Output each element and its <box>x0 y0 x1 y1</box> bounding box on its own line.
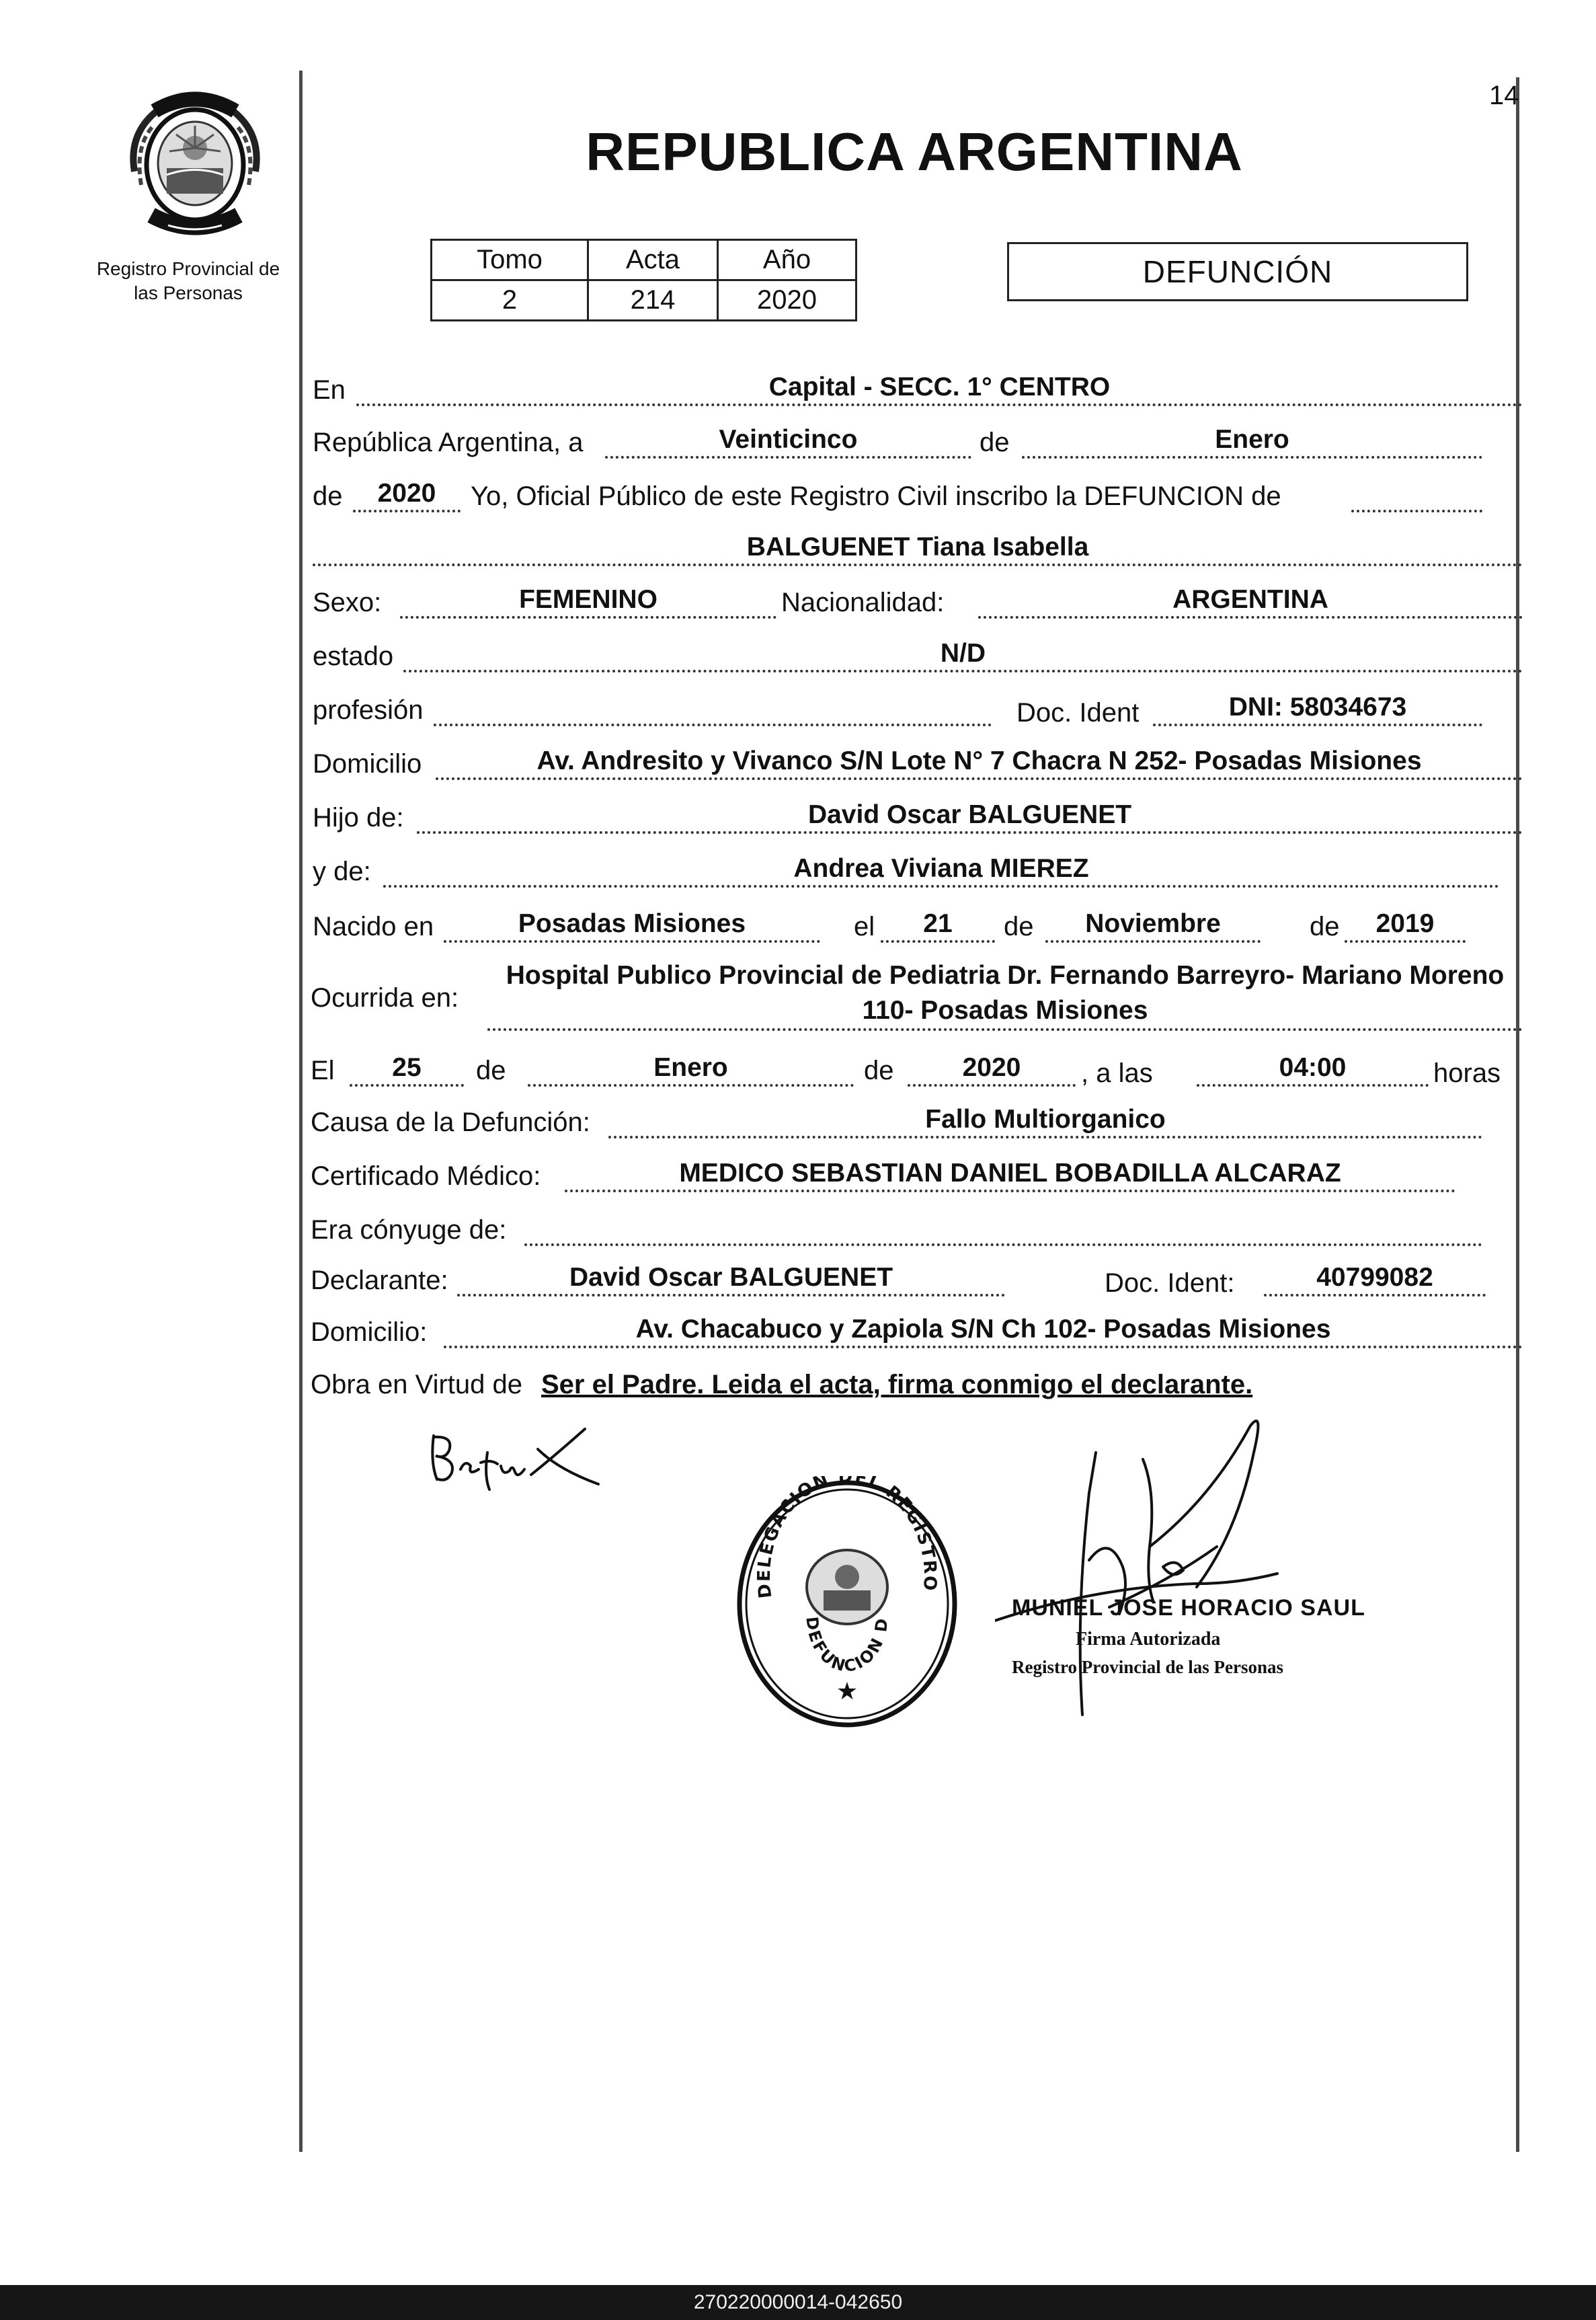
de-label-1: de <box>980 428 1010 457</box>
tomo-header: Tomo <box>432 240 588 280</box>
provincial-seal-icon <box>114 84 276 239</box>
father-field: David Oscar BALGUENET <box>417 799 1523 834</box>
record-type-box: DEFUNCIÓN <box>1007 242 1468 301</box>
doc-field: DNI: 58034673 <box>1153 691 1482 726</box>
de-label-6: de <box>864 1056 894 1085</box>
deceased-name-field: BALGUENET Tiana Isabella <box>313 531 1523 566</box>
year-field: 2020 <box>353 477 461 512</box>
registry-label-line2: las Personas <box>134 282 243 303</box>
anio-value: 2020 <box>718 280 856 321</box>
star-icon: ★ <box>836 1678 859 1705</box>
causa-field: Fallo Multiorganico <box>608 1104 1482 1138</box>
decl-dom-label: Domicilio: <box>311 1317 428 1347</box>
place-field: Capital - SECC. 1° CENTRO <box>356 371 1523 406</box>
stamp-inner-text: DEFUNCION D <box>802 1615 892 1676</box>
tomo-value: 2 <box>432 280 588 321</box>
nacionalidad-field: ARGENTINA <box>978 584 1523 619</box>
sexo-field: FEMENINO <box>400 584 776 619</box>
inscribe-fill <box>1351 477 1482 512</box>
official-signature <box>995 1412 1345 1752</box>
page-number: 14 <box>1489 81 1519 110</box>
birth-month-field: Noviembre <box>1045 908 1261 943</box>
acta-header: Acta <box>588 240 718 280</box>
cert-label: Certificado Médico: <box>311 1161 541 1191</box>
obra-value: Ser el Padre. Leida el acta, firma conmigo el declarante. <box>541 1370 1253 1399</box>
sexo-label: Sexo: <box>313 588 382 617</box>
de-label-3: de <box>1004 912 1034 941</box>
left-margin-line <box>299 71 303 2152</box>
conyuge-label: Era cónyuge de: <box>311 1215 507 1245</box>
volume-table <box>430 239 857 321</box>
page-title: REPUBLICA ARGENTINA <box>586 122 1243 182</box>
de-label-5: de <box>476 1056 506 1085</box>
registry-stamp <box>733 1476 961 1735</box>
death-place-field: Hospital Publico Provincial de Pediatria Dr. Fernando Barreyro- Mariano Moreno 110- Posadas Misiones <box>487 958 1523 1031</box>
decl-dom-field: Av. Chacabuco y Zapiola S/N Ch 102- Posadas Misiones <box>444 1313 1523 1348</box>
estado-label: estado <box>313 642 394 671</box>
horas-label: horas <box>1433 1058 1501 1088</box>
anio-header: Año <box>718 240 856 280</box>
registry-label <box>67 257 309 305</box>
de-label-2: de <box>313 481 343 511</box>
birth-year-field: 2019 <box>1345 908 1466 943</box>
declarante-label: Declarante: <box>311 1266 448 1295</box>
hijo-label: Hijo de: <box>313 803 404 833</box>
acta-value: 214 <box>588 280 718 321</box>
profesion-label: profesión <box>313 695 424 725</box>
el-label: el <box>854 912 875 941</box>
official-role: Firma Autorizada <box>1076 1629 1221 1650</box>
month-field: Enero <box>1022 424 1482 459</box>
declarante-field: David Oscar BALGUENET <box>457 1262 1005 1297</box>
birth-day-field: 21 <box>881 908 995 943</box>
registry-label-line1: Registro Provincial de <box>96 258 280 279</box>
yde-label: y de: <box>313 857 371 886</box>
document-code: 270220000014-042650 <box>0 2285 1596 2320</box>
death-time-field: 04:00 <box>1197 1052 1429 1087</box>
decl-doc-field: 40799082 <box>1264 1262 1486 1297</box>
profesion-field <box>434 691 992 726</box>
mother-field: Andrea Viviana MIEREZ <box>383 853 1499 888</box>
domicilio-label: Domicilio <box>313 749 422 779</box>
ocurrida-label: Ocurrida en: <box>311 983 459 1013</box>
official-office: Registro Provincial de las Personas <box>1012 1657 1283 1677</box>
estado-field: N/D <box>403 637 1523 672</box>
declarant-signature <box>424 1422 612 1500</box>
doc-label: Doc. Ident <box>1016 698 1140 728</box>
death-day-field: 25 <box>350 1052 464 1087</box>
en-label: En <box>313 375 346 405</box>
inscribe-text: Yo, Oficial Público de este Registro Civil inscribo la DEFUNCION de <box>471 481 1281 511</box>
day-words-field: Veinticinco <box>605 424 971 459</box>
stamp-outer-text: DELEGACION DEL REGISTRO <box>754 1476 941 1600</box>
nacionalidad-label: Nacionalidad: <box>781 588 945 617</box>
nacido-label: Nacido en <box>313 912 434 941</box>
de-label-4: de <box>1310 912 1340 941</box>
cert-field: MEDICO SEBASTIAN DANIEL BOBADILLA ALCARAZ <box>565 1157 1455 1192</box>
death-year-field: 2020 <box>908 1052 1076 1087</box>
causa-label: Causa de la Defunción: <box>311 1108 590 1137</box>
domicilio-field: Av. Andresito y Vivanco S/N Lote N° 7 Chacra N 252- Posadas Misiones <box>436 745 1523 780</box>
death-month-field: Enero <box>528 1052 854 1087</box>
alas-label: , a las <box>1081 1058 1153 1088</box>
el-cap-label: El <box>311 1056 335 1085</box>
republica-label: República Argentina, a <box>313 428 584 457</box>
birth-place-field: Posadas Misiones <box>444 908 820 943</box>
conyuge-field <box>524 1211 1482 1246</box>
obra-label: Obra en Virtud de <box>311 1370 523 1399</box>
decl-doc-label: Doc. Ident: <box>1105 1268 1235 1298</box>
official-name: MUNIEL JOSE HORACIO SAUL <box>1012 1595 1365 1621</box>
